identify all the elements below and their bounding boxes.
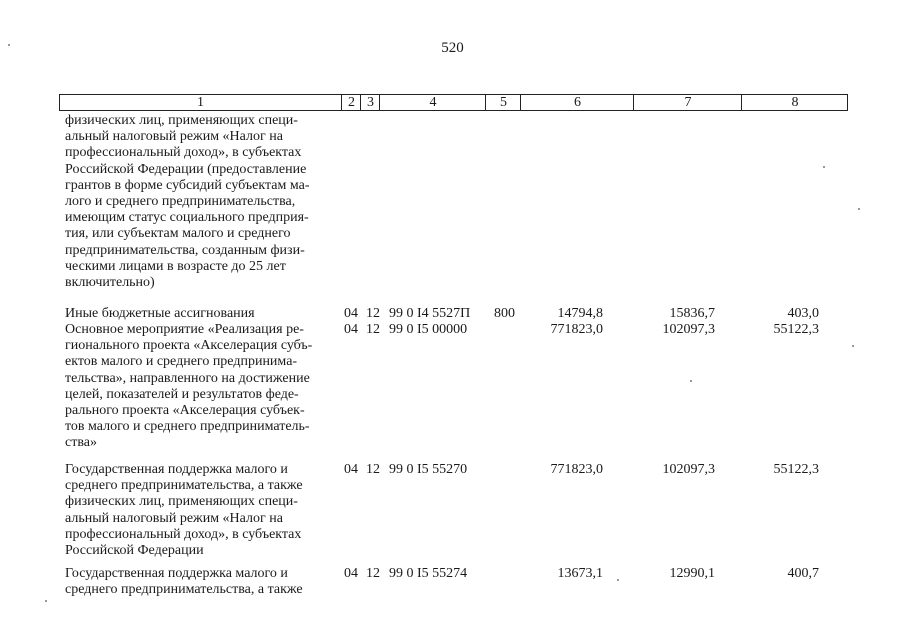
header-col-3: 3 xyxy=(360,95,380,110)
scan-speck xyxy=(617,579,619,581)
cell-section: 04 xyxy=(344,306,358,321)
cell-value-col6: 771823,0 xyxy=(550,462,603,477)
desc-line: гионального проекта «Акселерация субъ- xyxy=(65,338,313,354)
row-description xyxy=(65,566,333,598)
desc-line: Государственная поддержка малого и xyxy=(65,566,288,581)
cell-value-col7: 12990,1 xyxy=(669,566,715,581)
cell-value-col7: 15836,7 xyxy=(669,306,715,321)
cell-value-col8: 403,0 xyxy=(787,306,819,321)
desc-line: лого и среднего предпринимательства, xyxy=(65,194,296,210)
desc-line: Основное мероприятие «Реализация ре- xyxy=(65,322,304,337)
scan-speck xyxy=(858,208,860,210)
cell-value-col6: 14794,8 xyxy=(557,306,603,321)
page-number: 520 xyxy=(441,40,464,56)
row-description xyxy=(65,462,333,559)
desc-line: ектов малого и среднего предпринима- xyxy=(65,354,298,370)
desc-line: целей, показателей и результатов феде- xyxy=(65,386,299,402)
desc-line: профессиональный доход», в субъектах xyxy=(65,526,302,542)
desc-line: Иные бюджетные ассигнования xyxy=(65,306,255,321)
desc-line: среднего предпринимательства, а также xyxy=(65,478,303,494)
header-col-5: 5 xyxy=(485,95,521,110)
desc-line: грантов в форме субсидий субъектам ма- xyxy=(65,177,310,193)
row-description xyxy=(65,306,333,322)
cell-section: 04 xyxy=(344,566,358,581)
desc-line: среднего предпринимательства, а также xyxy=(65,582,303,598)
cell-target-article: 99 0 I5 55270 xyxy=(389,462,468,477)
cell-target-article: 99 0 I5 00000 xyxy=(389,322,468,337)
desc-line: тия, или субъектам малого и среднего xyxy=(65,226,291,242)
desc-line: Российской Федерации (предоставление xyxy=(65,161,307,177)
desc-line: профессиональный доход», в субъектах xyxy=(65,145,302,161)
scan-speck xyxy=(852,345,854,347)
desc-line: рального проекта «Акселерация субъек- xyxy=(65,403,305,419)
desc-line: ства» xyxy=(65,435,97,451)
desc-line: физических лиц, применяющих специ- xyxy=(65,113,298,128)
cell-value-col8: 55122,3 xyxy=(773,322,819,337)
cell-subsection: 12 xyxy=(366,306,380,321)
cell-value-col7: 102097,3 xyxy=(662,322,715,337)
cell-value-col6: 771823,0 xyxy=(550,322,603,337)
cell-target-article: 99 0 I5 55274 xyxy=(389,566,468,581)
desc-line: Российской Федерации xyxy=(65,543,204,559)
cell-section: 04 xyxy=(344,462,358,477)
header-col-7: 7 xyxy=(633,95,742,110)
cell-value-col7: 102097,3 xyxy=(662,462,715,477)
desc-line: предпринимательства, созданным физи- xyxy=(65,242,305,258)
header-col-1: 1 xyxy=(197,95,204,110)
cell-section: 04 xyxy=(344,322,358,337)
desc-line: альный налоговый режим «Налог на xyxy=(65,510,283,526)
desc-line: физических лиц, применяющих специ- xyxy=(65,494,298,510)
desc-line: тельства», направленного на достижение xyxy=(65,370,310,386)
cell-value-col6: 13673,1 xyxy=(557,566,603,581)
cell-subsection: 12 xyxy=(366,322,380,337)
header-col-8: 8 xyxy=(741,95,848,110)
desc-line: имеющим статус социального предприя- xyxy=(65,210,309,226)
cell-target-article: 99 0 I4 5527П xyxy=(389,306,471,321)
scan-speck xyxy=(823,166,825,168)
header-col-2: 2 xyxy=(341,95,361,110)
cell-value-col8: 400,7 xyxy=(787,566,819,581)
scan-speck xyxy=(690,380,692,382)
row-description xyxy=(65,322,333,452)
cell-expense-type: 800 xyxy=(494,306,515,321)
header-col-4: 4 xyxy=(379,95,486,110)
desc-line: Государственная поддержка малого и xyxy=(65,462,288,477)
scan-speck xyxy=(45,600,47,602)
cell-subsection: 12 xyxy=(366,566,380,581)
row-description xyxy=(65,113,333,291)
cell-value-col8: 55122,3 xyxy=(773,462,819,477)
desc-line: альный налоговый режим «Налог на xyxy=(65,129,283,145)
scan-speck xyxy=(8,44,10,46)
desc-line: ческими лицами в возрасте до 25 лет xyxy=(65,258,286,274)
cell-subsection: 12 xyxy=(366,462,380,477)
desc-line: тов малого и среднего предприниматель- xyxy=(65,419,310,435)
desc-line: включительно) xyxy=(65,275,155,291)
header-col-6: 6 xyxy=(520,95,634,110)
table-header xyxy=(59,94,848,111)
